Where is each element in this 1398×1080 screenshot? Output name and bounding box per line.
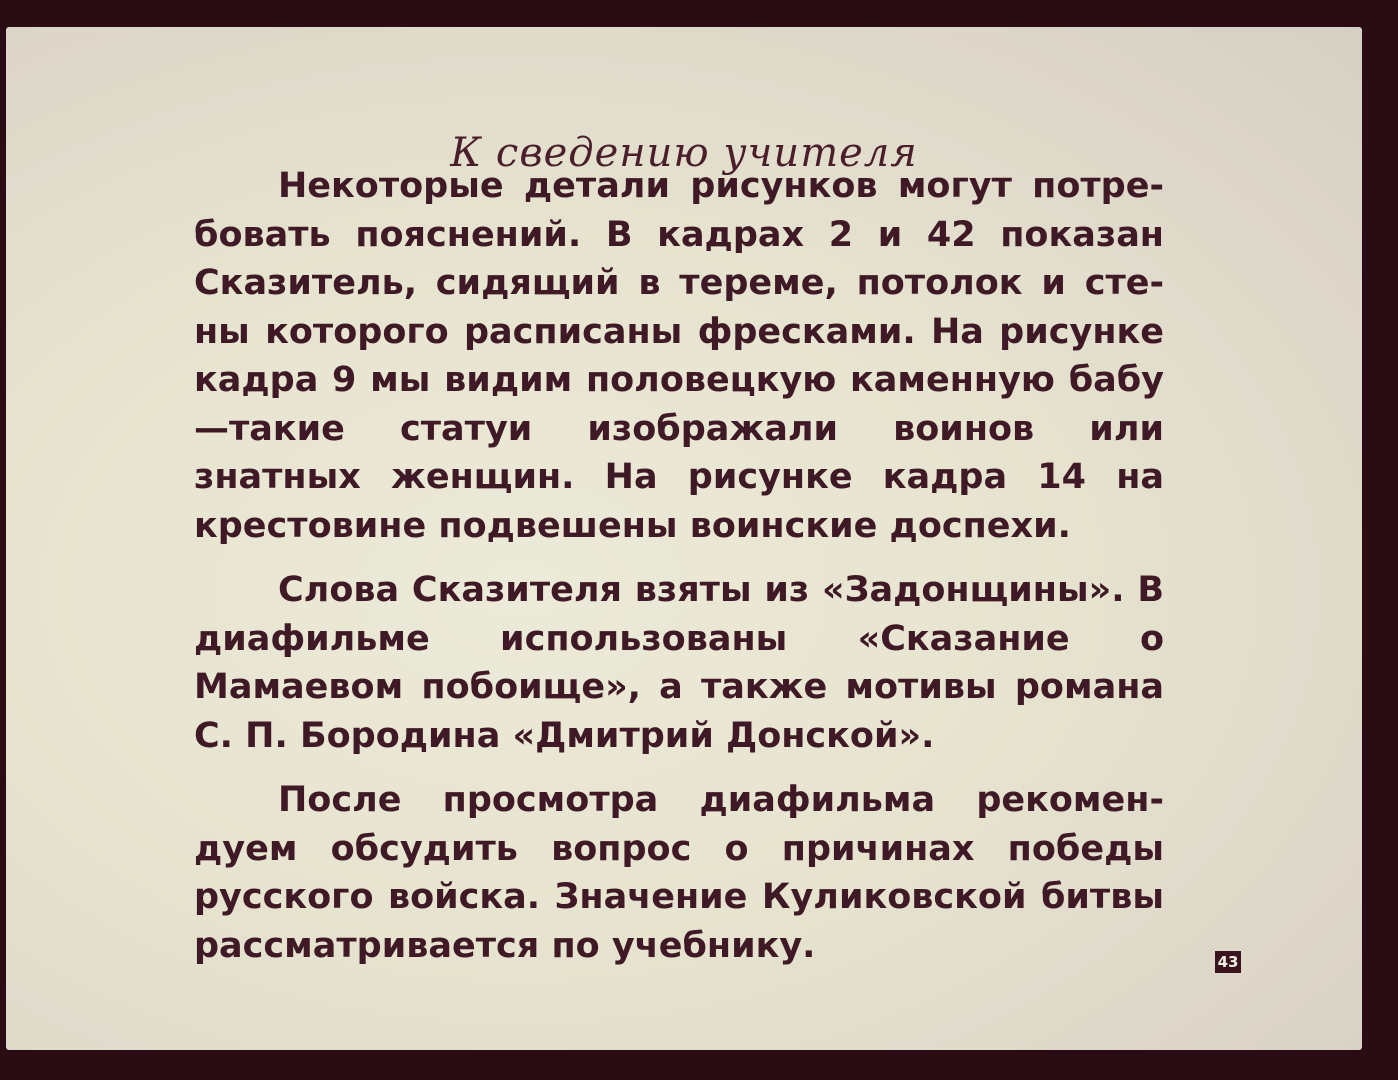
paragraph-3: После просмотра диафильма рекомендуем обсудить вопрос о причинах победы русского войска. Значение Куликовской битвы рассматривается по учебнику.: [194, 780, 1164, 966]
body-text: [194, 162, 1164, 970]
paragraph-2: Слова Сказителя взяты из «Задонщины». В диафильме использованы «Сказание о Мамаевом побоище», а также мотивы романа С. П. Бородина «Дмитрий Донской».: [194, 570, 1164, 756]
paragraph-1: Некоторые детали рисунков могут потребовать пояснений. В кадрах 2 и 42 показан Сказитель, сидящий в тереме, потолок и стены которого расписаны фресками. На рисунке кадра 9 мы видим половецкую каменную бабу—такие статуи изображали воинов или знатных женщин. На рисунке кадра 14 на крестовине подвешены воинские доспехи.: [194, 166, 1164, 546]
frame-number-badge: 43: [1215, 951, 1241, 973]
page-title: К сведению учителя: [450, 130, 918, 176]
